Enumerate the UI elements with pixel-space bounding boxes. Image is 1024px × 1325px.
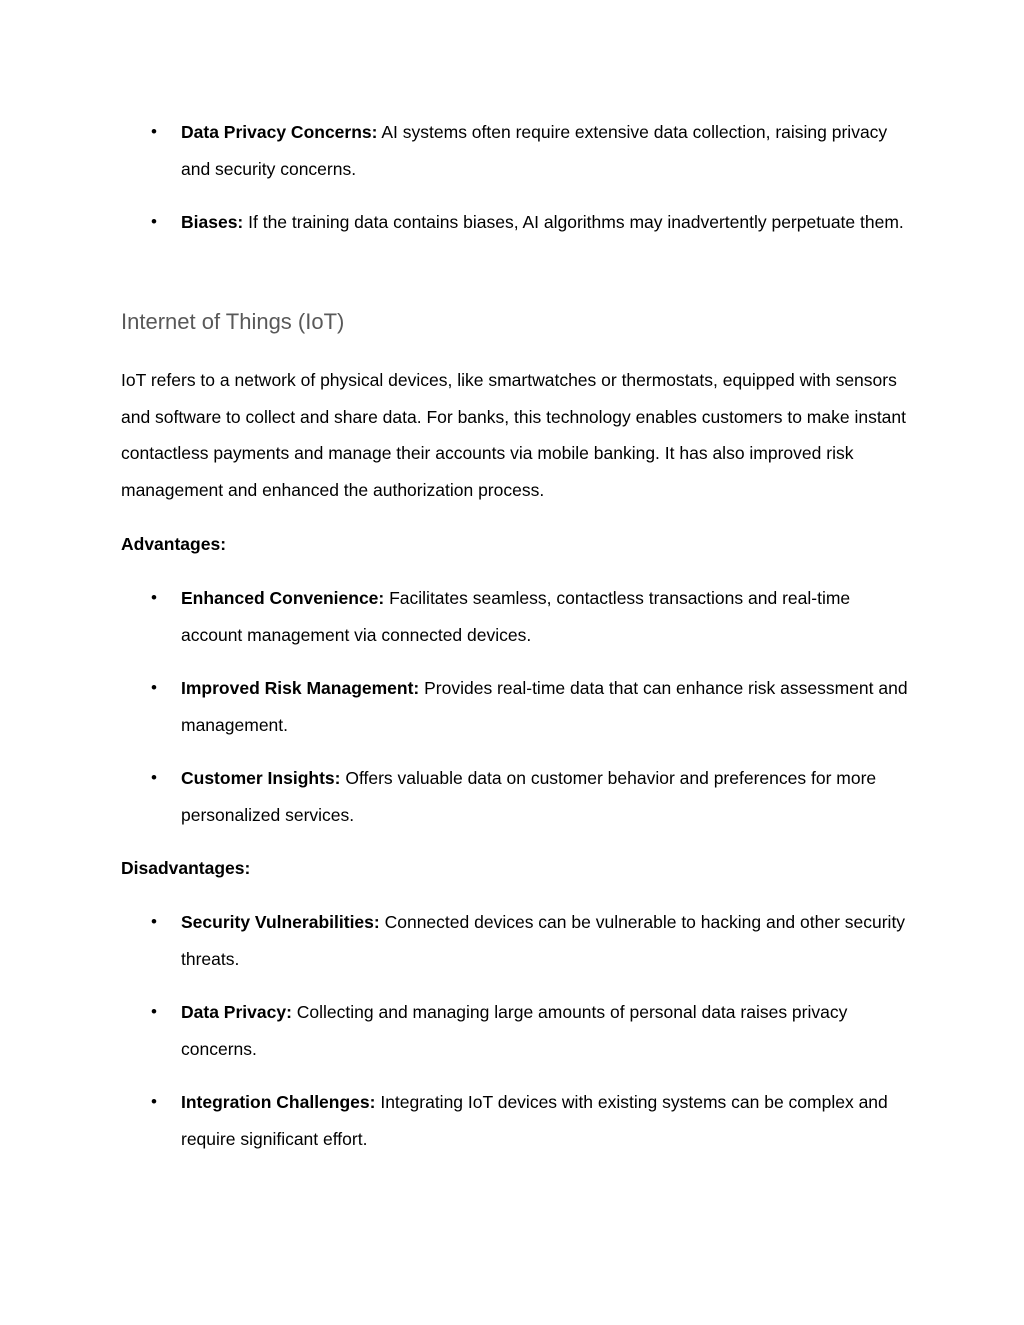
item-text: Integrating IoT devices with existing systems can be complex and require significant effort. (181, 1092, 888, 1149)
item-text: If the training data contains biases, AI algorithms may inadvertently perpetuate them. (243, 212, 904, 232)
bullet-icon: • (151, 912, 157, 931)
item-text: Collecting and managing large amounts of personal data raises privacy concerns. (181, 1002, 848, 1059)
item-term: Biases: (181, 212, 244, 232)
item-term: Customer Insights: (181, 768, 341, 788)
list-item (0, 204, 911, 241)
item-text: AI systems often require extensive data collection, raising privacy and security concerns. (181, 122, 888, 179)
advantages-heading: Advantages: (121, 534, 227, 554)
item-term: Data Privacy: (181, 1002, 292, 1022)
section-heading: Internet of Things (IoT) (121, 309, 345, 334)
list-item (0, 114, 911, 187)
item-text: Facilitates seamless, contactless transactions and real-time account management via connected devices. (181, 588, 851, 645)
advantages-list (0, 580, 911, 850)
bullet-icon: • (151, 1092, 157, 1111)
bullet-icon: • (151, 768, 157, 787)
item-text: Connected devices can be vulnerable to hacking and other security threats. (181, 912, 906, 969)
bullet-icon: • (151, 122, 157, 141)
item-term: Enhanced Convenience: (181, 588, 385, 608)
section-paragraph: IoT refers to a network of physical devices, like smartwatches or thermostats, equipped with sensors and software to collect and share data. For banks, this technology enables customers to make instant contactless payments and manage their accounts via mobile banking. It has also improved risk management and enhanced the authorization process. (121, 370, 907, 500)
bullet-icon: • (151, 588, 157, 607)
list-item (0, 760, 911, 833)
list-item (0, 670, 911, 743)
item-term: Data Privacy Concerns: (181, 122, 378, 142)
list-item (0, 904, 911, 977)
item-text: Provides real-time data that can enhance risk assessment and management. (181, 678, 908, 735)
bullet-icon: • (151, 678, 157, 697)
ai-disadvantages-list (0, 114, 911, 258)
disadvantages-list (0, 904, 911, 1174)
item-term: Security Vulnerabilities: (181, 912, 380, 932)
item-term: Integration Challenges: (181, 1092, 376, 1112)
list-item (0, 1084, 911, 1157)
list-item (0, 994, 911, 1067)
item-text: Offers valuable data on customer behavior and preferences for more personalized services. (181, 768, 877, 825)
list-item (0, 580, 911, 653)
bullet-icon: • (151, 212, 157, 231)
bullet-icon: • (151, 1002, 157, 1021)
disadvantages-heading: Disadvantages: (121, 858, 251, 878)
item-term: Improved Risk Management: (181, 678, 420, 698)
